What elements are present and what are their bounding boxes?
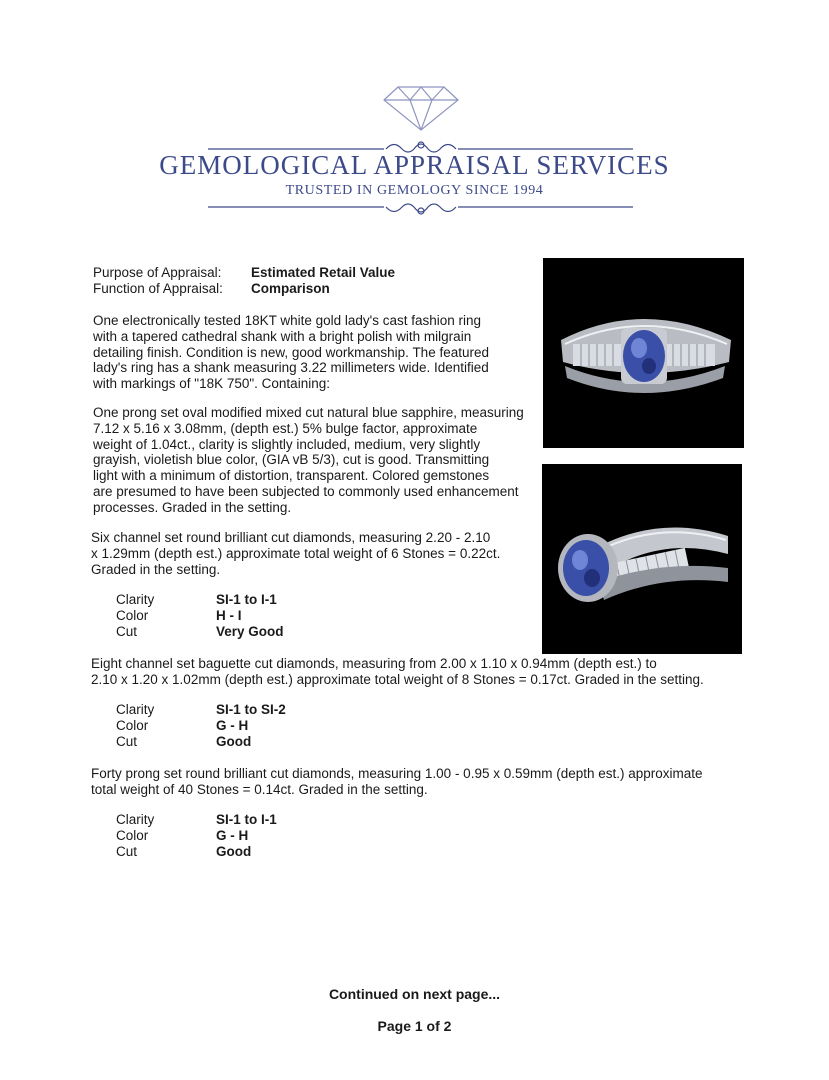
continued-note: Continued on next page... [328, 986, 501, 1002]
company-tagline: TRUSTED IN GEMOLOGY SINCE 1994 [285, 183, 544, 198]
sapphire-line: light with a minimum of distortion, transparent. Colored gemstones [93, 468, 490, 484]
function-label: Function of Appraisal: [93, 281, 223, 296]
grade-label-color: Color [116, 608, 149, 623]
description-line: detailing finish. Condition is new, good workmanship. The featured [93, 344, 489, 360]
page-number: Page 1 of 2 [377, 1018, 452, 1034]
diamond-icon [384, 87, 458, 130]
diamond-line: total weight of 40 Stones = 0.14ct. Graded in the setting. [91, 781, 428, 797]
grade-value-color: G - H [216, 718, 249, 733]
purpose-value: Estimated Retail Value [251, 265, 396, 280]
description-line: One electronically tested 18KT white gold lady's cast fashion ring [93, 313, 482, 328]
grade-value-cut: Very Good [216, 624, 284, 639]
diamond-line: Six channel set round brilliant cut diamonds, measuring 2.20 - 2.10 [91, 530, 491, 545]
description-line: with a tapered cathedral shank with a bright polish with milgrain [93, 328, 472, 344]
grade-label-clarity: Clarity [116, 592, 155, 607]
sapphire-line: are presumed to have been subjected to commonly used enhancement [93, 483, 519, 499]
ring-photo-front [543, 258, 744, 448]
diamond-line: x 1.29mm (depth est.) approximate total weight of 6 Stones = 0.22ct. [91, 545, 501, 561]
diamond-group-3-description [91, 766, 703, 798]
sapphire-description [93, 405, 524, 516]
grade-value-clarity: SI-1 to SI-2 [216, 702, 286, 717]
diamond-line: Forty prong set round brilliant cut diamonds, measuring 1.00 - 0.95 x 0.59mm (depth est.) approximate [91, 766, 703, 781]
sapphire-line: weight of 1.04ct., clarity is slightly included, medium, very slightly [93, 436, 481, 452]
company-name: GEMOLOGICAL APPRAISAL SERVICES [159, 150, 670, 180]
grade-value-clarity: SI-1 to I-1 [216, 812, 277, 827]
diamond-line: 2.10 x 1.20 x 1.02mm (depth est.) approximate total weight of 8 Stones = 0.17ct. Graded in the setting. [91, 671, 704, 687]
sapphire-line: grayish, violetish blue color, (GIA vB 5/3), cut is good. Transmitting [93, 452, 490, 468]
grade-label-clarity: Clarity [116, 812, 155, 827]
grade-label-cut: Cut [116, 734, 138, 749]
diamond-group-1-description [91, 530, 500, 577]
ring-description [93, 313, 489, 392]
bottom-divider-flourish [208, 204, 633, 214]
grade-value-cut: Good [216, 734, 252, 749]
grade-value-color: G - H [216, 828, 249, 843]
grade-label-cut: Cut [116, 624, 138, 639]
ring-photo-angle [542, 464, 742, 654]
grade-value-clarity: SI-1 to I-1 [216, 592, 277, 607]
grade-label-color: Color [116, 718, 149, 733]
description-line: with markings of "18K 750". Containing: [93, 376, 330, 392]
function-value: Comparison [251, 281, 330, 296]
diamond-line: Eight channel set baguette cut diamonds, measuring from 2.00 x 1.10 x 0.94mm (depth est.) to [91, 656, 657, 671]
sapphire-line: One prong set oval modified mixed cut natural blue sapphire, measuring [93, 405, 524, 420]
diamond-group-2-description [91, 656, 704, 688]
sapphire-line: processes. Graded in the setting. [93, 499, 292, 515]
grade-label-cut: Cut [116, 844, 138, 859]
description-line: lady's ring has a shank measuring 3.22 millimeters wide. Identified [93, 360, 489, 376]
sapphire-line: 7.12 x 5.16 x 3.08mm, (depth est.) 5% bulge factor, approximate [93, 420, 478, 436]
grade-label-color: Color [116, 828, 149, 843]
purpose-label: Purpose of Appraisal: [93, 265, 222, 280]
grade-value-cut: Good [216, 844, 252, 859]
diamond-line: Graded in the setting. [91, 561, 221, 577]
grade-value-color: H - I [216, 608, 242, 623]
grade-label-clarity: Clarity [116, 702, 155, 717]
